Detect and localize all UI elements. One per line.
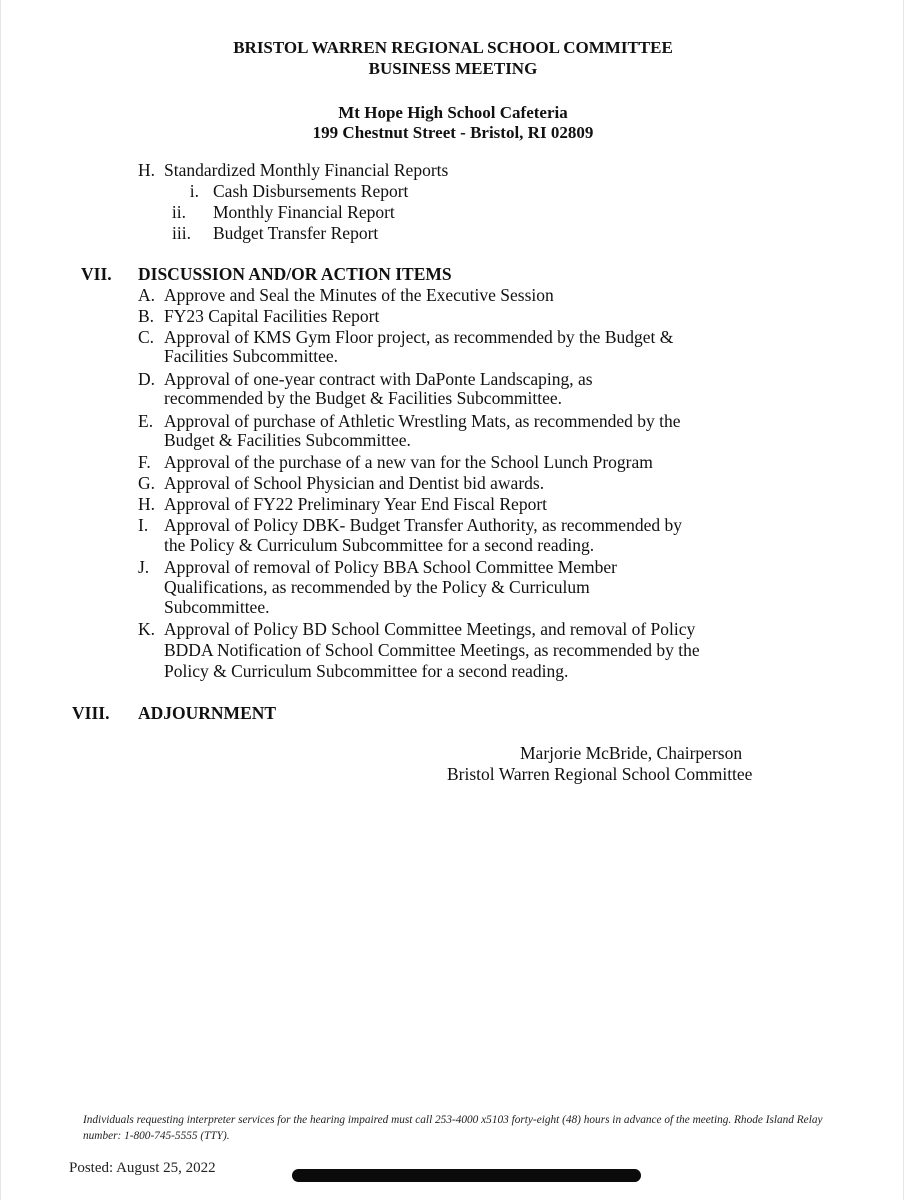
- section-viii-numeral: VIII.: [72, 703, 110, 723]
- section-viii-heading: ADJOURNMENT: [138, 703, 277, 723]
- item-text: Approve and Seal the Minutes of the Executive Session: [164, 285, 554, 305]
- item-letter: A.: [138, 285, 156, 305]
- item-letter: E.: [138, 411, 154, 431]
- item-text: Qualifications, as recommended by the Policy & Curriculum: [164, 577, 590, 597]
- item-letter: D.: [138, 369, 156, 389]
- signature-org: Bristol Warren Regional School Committee: [447, 764, 753, 784]
- doc-subtitle: BUSINESS MEETING: [368, 59, 538, 78]
- item-text: Facilities Subcommittee.: [164, 346, 339, 366]
- location-name: Mt Hope High School Cafeteria: [338, 103, 568, 122]
- doc-title: BRISTOL WARREN REGIONAL SCHOOL COMMITTEE: [233, 38, 673, 57]
- item-text: FY23 Capital Facilities Report: [164, 306, 380, 326]
- location-address: 199 Chestnut Street - Bristol, RI 02809: [312, 123, 594, 142]
- section-vii-heading: DISCUSSION AND/OR ACTION ITEMS: [138, 264, 452, 284]
- item-text: Approval of FY22 Preliminary Year End Fiscal Report: [164, 494, 548, 514]
- subitem-number: ii.: [171, 202, 186, 222]
- item-text: Approval of the purchase of a new van for the School Lunch Program: [164, 452, 653, 472]
- item-h-title: Standardized Monthly Financial Reports: [164, 160, 449, 180]
- item-letter: H.: [138, 494, 156, 514]
- posted-date: Posted: August 25, 2022: [69, 1160, 216, 1176]
- item-text: Approval of removal of Policy BBA School Committee Member: [164, 557, 617, 577]
- item-text: Policy & Curriculum Subcommittee for a second reading.: [164, 661, 569, 681]
- item-text: Approval of School Physician and Dentist bid awards.: [164, 473, 545, 493]
- subitem-number: i.: [189, 181, 199, 201]
- item-text: Approval of Policy BD School Committee Meetings, and removal of Policy: [164, 619, 696, 639]
- interpreter-notice: Individuals requesting interpreter services for the hearing impaired must call 253-4000 x5103 forty-eight (48) hours in advance of the meeting. Rhode Island Relay number: 1-800-745-5555 (TTY).: [83, 1114, 823, 1142]
- section-vii-numeral: VII.: [81, 264, 112, 284]
- item-letter: G.: [138, 473, 156, 493]
- subitem-text: Cash Disbursements Report: [213, 181, 409, 201]
- item-text: Subcommittee.: [164, 597, 270, 617]
- item-text: Budget & Facilities Subcommittee.: [164, 430, 411, 450]
- home-indicator[interactable]: [292, 1169, 641, 1182]
- item-text: BDDA Notification of School Committee Meetings, as recommended by the: [164, 640, 700, 660]
- item-letter: B.: [138, 306, 155, 326]
- item-text: recommended by the Budget & Facilities Subcommittee.: [164, 388, 563, 408]
- subitem-number: iii.: [172, 223, 191, 243]
- item-text: Approval of KMS Gym Floor project, as recommended by the Budget &: [164, 327, 674, 347]
- item-letter: F.: [138, 452, 151, 472]
- item-text: Approval of purchase of Athletic Wrestling Mats, as recommended by the: [164, 411, 681, 431]
- item-text: Approval of Policy DBK- Budget Transfer Authority, as recommended by: [164, 515, 682, 535]
- item-letter: C.: [138, 327, 155, 347]
- item-text: the Policy & Curriculum Subcommittee for a second reading.: [164, 535, 595, 555]
- item-letter: J.: [138, 557, 150, 577]
- item-text: Approval of one-year contract with DaPonte Landscaping, as: [164, 369, 593, 389]
- item-letter: I.: [138, 515, 149, 535]
- item-h-letter: H.: [138, 160, 156, 180]
- subitem-text: Monthly Financial Report: [213, 202, 395, 222]
- subitem-text: Budget Transfer Report: [213, 223, 379, 243]
- item-letter: K.: [138, 619, 156, 639]
- signature-name: Marjorie McBride, Chairperson: [520, 743, 743, 763]
